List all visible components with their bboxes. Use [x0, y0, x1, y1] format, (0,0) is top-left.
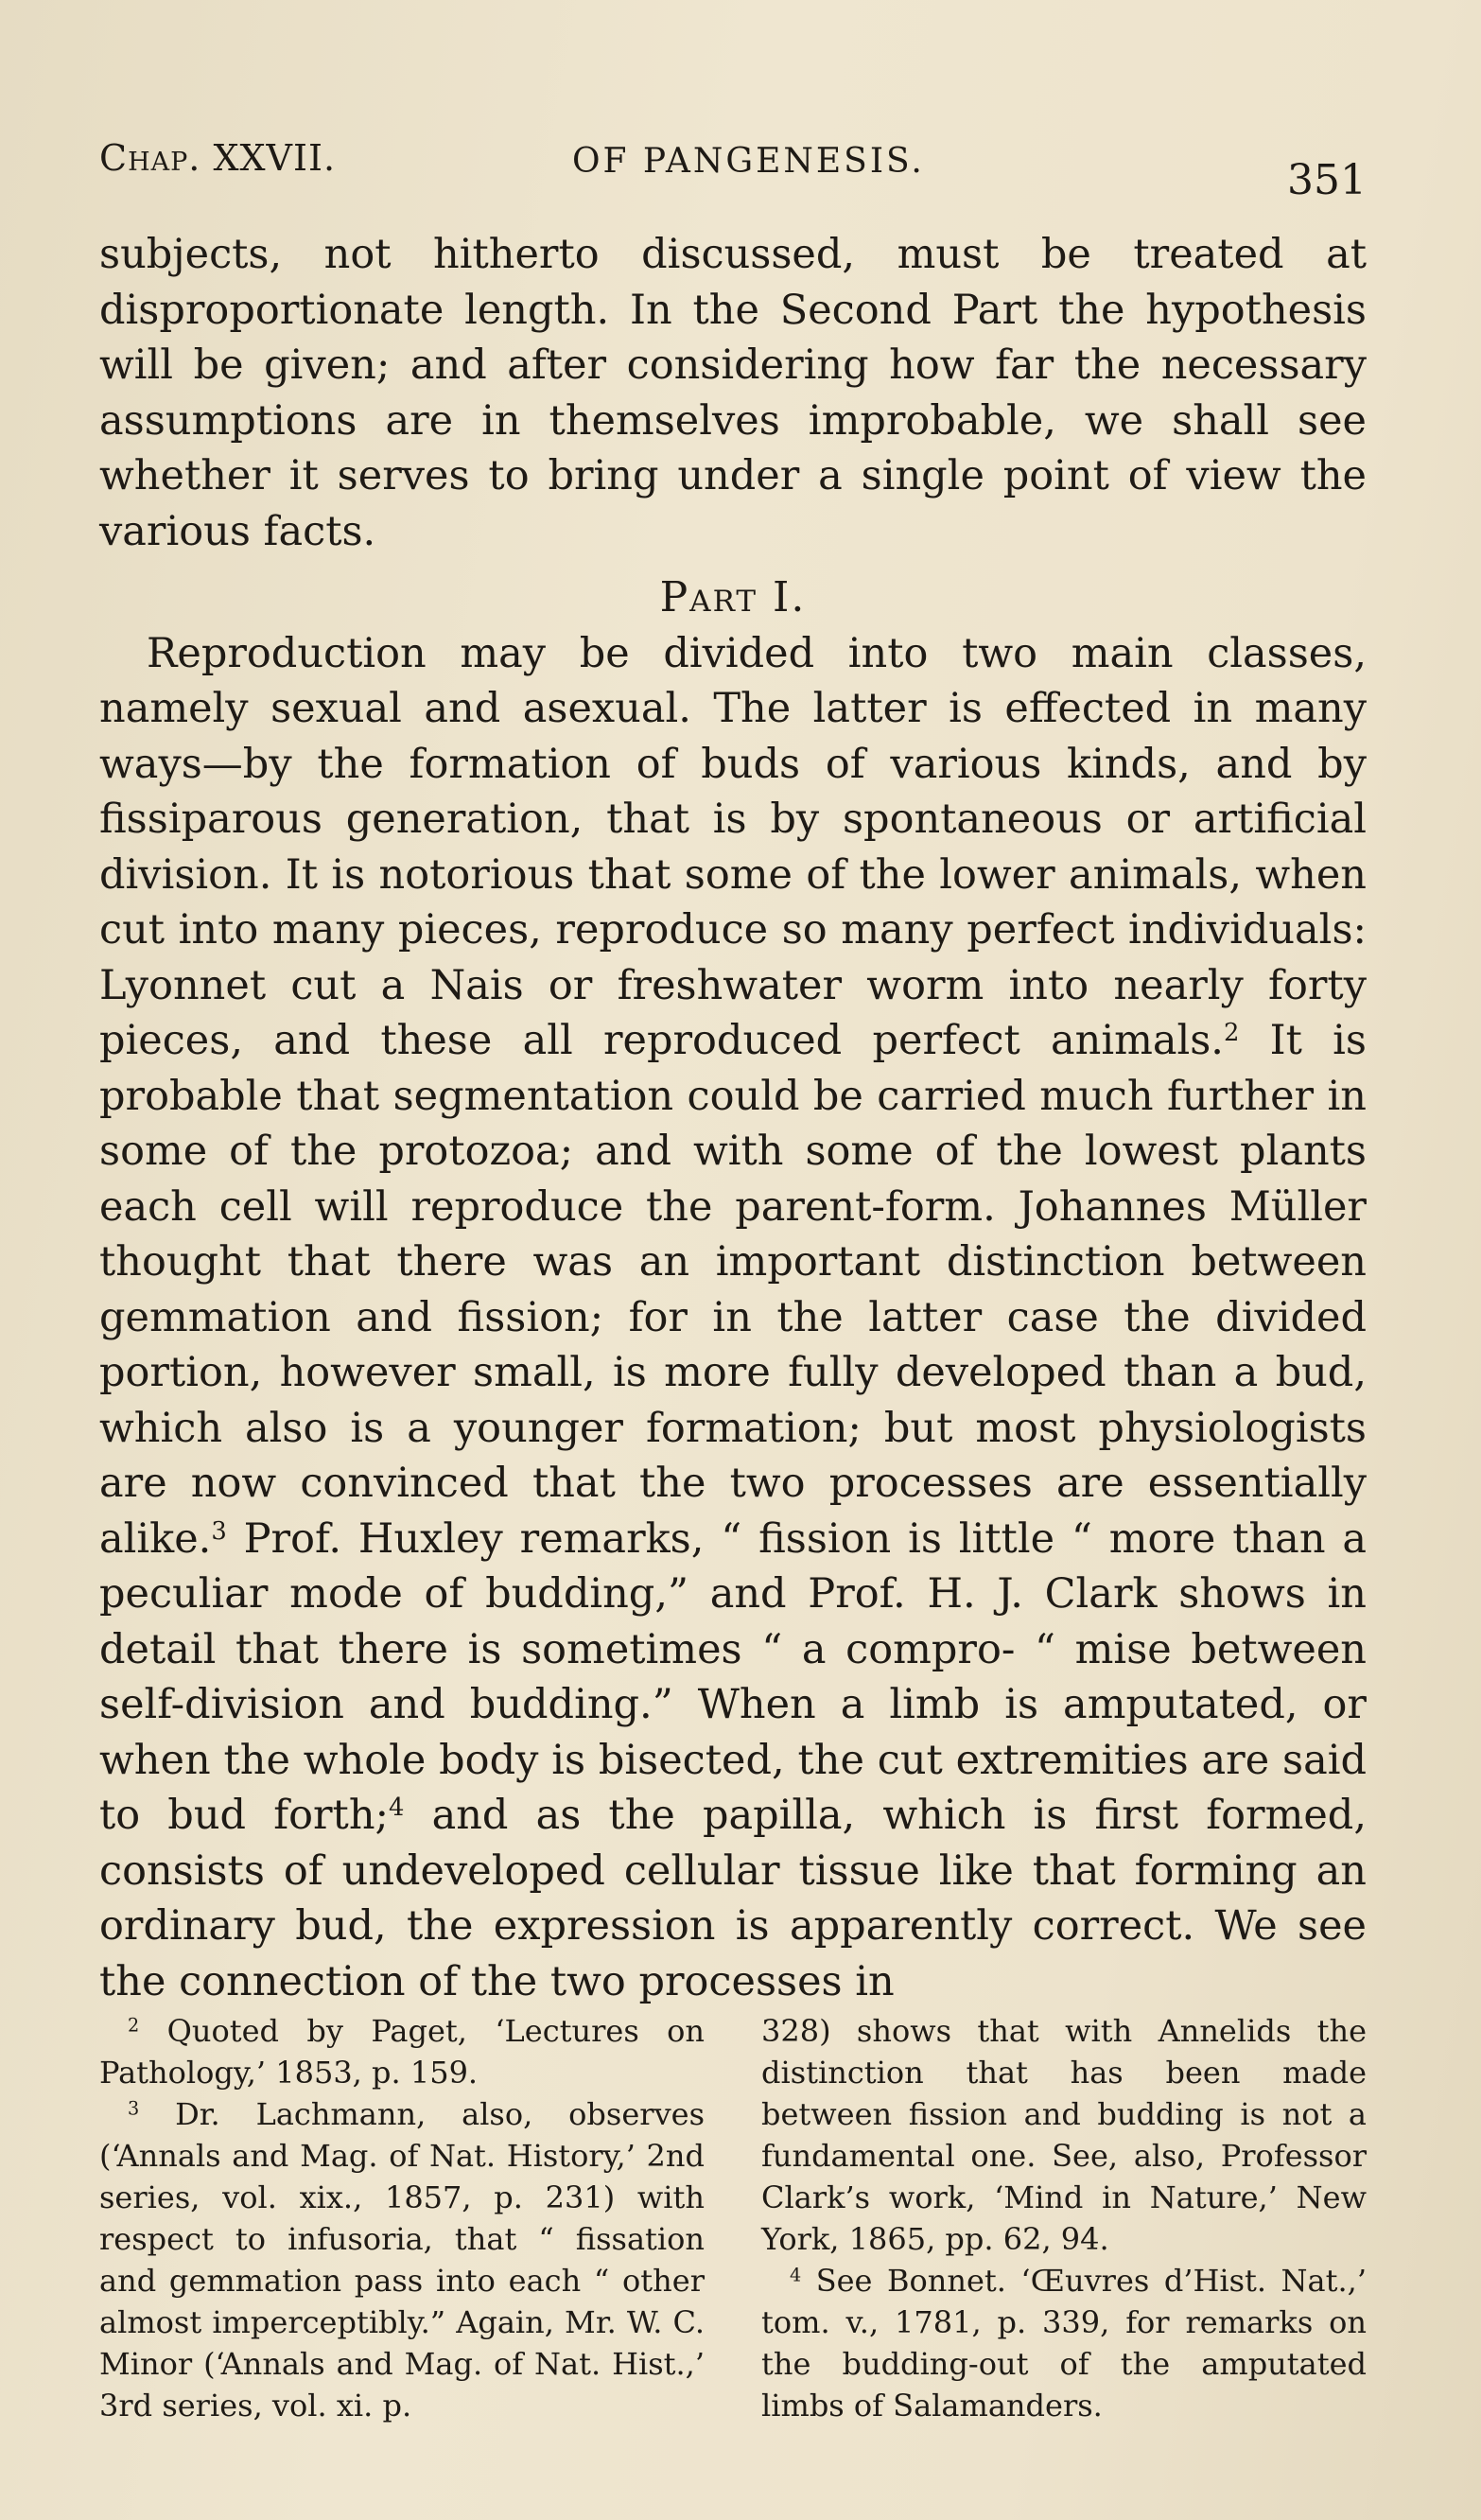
- paragraph-reproduction: [99, 626, 1367, 2010]
- footnote-text: See Bonnet. ‘Œuvres d’Hist. Nat.,’ tom. v., 1781, p. 339, for remarks on the budding-out of the amputated limbs of Salamanders.: [761, 2263, 1367, 2424]
- footnote-number: 2: [128, 2014, 140, 2037]
- footnote-number: 3: [128, 2097, 140, 2120]
- running-title: OF PANGENESIS.: [572, 142, 925, 181]
- footnote-ref[interactable]: 3: [211, 1516, 227, 1546]
- page-number: 351: [1287, 156, 1367, 204]
- paragraph-text: Prof. Huxley remarks, “ fission is little “ more than a peculiar mode of budding,” and Prof. H. J. Clark shows in detail that there is sometimes “ a compro- “ mise between self-division and budding.” When a limb is amputated, or when the whole body is bisected, the cut extremities are said to bud forth;: [99, 1514, 1367, 1839]
- paragraph-text: Reproduction may be divided into two main classes, namely sexual and asexual. The latter is effected in many ways—by the formation of buds of various kinds, and by fissiparous generation, that is by spontaneous or artificial division. It is notorious that some of the lower animals, when cut into many pieces, reproduce so many perfect individuals: Lyonnet cut a Nais or freshwater worm into nearly forty pieces, and these all reproduced perfect animals.: [99, 629, 1367, 1064]
- running-head: [99, 137, 1367, 204]
- footnote-3-continued: 328) shows that with Annelids the distinction that has been made between fission and budding is not a fundamental one. See, also, Professor Clark’s work, ‘Mind in Nature,’ New York, 1865, pp. 62, 94.: [761, 2013, 1367, 2257]
- footnote-text: Dr. Lachmann, also, observes (‘Annals and Mag. of Nat. History,’ 2nd series, vol. xix., 1857, p. 231) with respect to infusoria, that “ fissation and gemmation pass into each “ other almost imperceptibly.” Again, Mr. W. C. Minor (‘Annals and Mag. of Nat. Hist.,’ 3rd series, vol. xi. p.: [99, 2096, 705, 2424]
- footnote-number: 4: [790, 2264, 802, 2286]
- footnote-column-left: [99, 2010, 705, 2426]
- paragraph-continuation: subjects, not hitherto discussed, must be treated at disproportionate length. In the Second Part the hypothesis will be given; and after considering how far the necessary assumptions are in themselves improbable, we shall see whether it serves to bring under a single point of view the various facts.: [99, 231, 1367, 555]
- footnote-text: Quoted by Paget, ‘Lectures on Pathology,’ 1853, p. 159.: [99, 2013, 705, 2091]
- footnote-column-right: [761, 2010, 1367, 2426]
- paragraph-text: and as the papilla, which is first formed, consists of undeveloped cellular tissue like that forming an ordinary bud, the expression is apparently correct. We see the connection of the two processes in: [99, 1792, 1367, 2005]
- paragraph-text: It is probable that segmentation could be carried much further in some of the protozoa; and with some of the lowest plants each cell will reproduce the parent-form. Johannes Müller thought that there was an important distinction between gemmation and fission; for in the latter case the divided portion, however small, is more fully developed than a bud, which also is a younger formation; but most physiologists are now convinced that the two processes are essentially alike.: [99, 1017, 1367, 1563]
- footnote-3: [99, 2093, 705, 2426]
- main-text: [99, 227, 1367, 2009]
- chapter-label: Chap. XXVII.: [99, 137, 337, 179]
- footnotes: [99, 2010, 1367, 2445]
- footnote-4: [761, 2260, 1367, 2426]
- footnote-ref[interactable]: 2: [1223, 1018, 1240, 1047]
- footnote-ref[interactable]: 4: [389, 1793, 405, 1822]
- section-heading: Part I.: [659, 573, 807, 621]
- footnote-2: [99, 2010, 705, 2093]
